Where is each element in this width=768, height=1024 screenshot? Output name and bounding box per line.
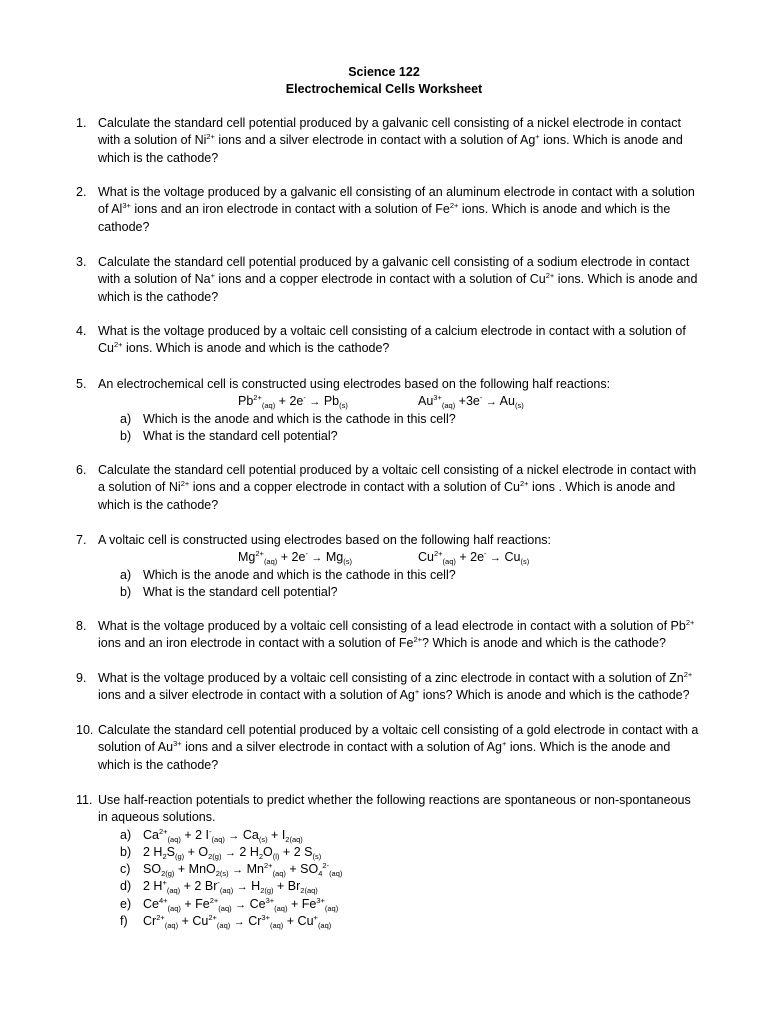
question-text: ions and an iron electrode in contact with a solution of $Fe^{2+}$? Which is anode and which is the cathode?: [98, 635, 666, 651]
question-text: in aqueous solutions.: [98, 810, 216, 825]
question-number: 6.: [76, 463, 87, 477]
question-text: a solution of $Ni^{2+}$ ions and a copper electrode in contact with a solution of $Cu^{2+}$ ions . Which is anode and: [98, 479, 676, 495]
question-text: cathode?: [98, 219, 150, 234]
question-3: [76, 254, 726, 306]
question-number: 2.: [76, 185, 87, 199]
question-text: What is the voltage produced by a voltaic cell consisting of a calcium electrode in contact with a solution of: [98, 324, 686, 338]
question-text: Calculate the standard cell potential produced by a galvanic cell consisting of a nickel electrode in contact: [98, 116, 681, 130]
reaction-d: d) 2 $H^+_{(aq)} + 2$ $Br^-_{(aq)} \to H_{2(g)} + Br_{2(aq)}$: [120, 878, 318, 896]
question-text: of $Al^{3+}$ ions and an iron electrode in contact with a solution of $Fe^{2+}$ ions. Which is anode and which is the: [98, 201, 671, 217]
question-text: Calculate the standard cell potential produced by a voltaic cell consisting of a nickel electrode in contact with: [98, 463, 697, 477]
question-text: with a solution of Na+ ions and a copper electrode in contact with a solution of $Cu^{2+}$ ions. Which is anode and: [98, 271, 698, 287]
question-8: [76, 618, 726, 653]
question-2: [76, 184, 726, 236]
question-1: [76, 115, 726, 167]
question-number: 9.: [76, 671, 87, 685]
question-text: with a solution of $Ni^{2+}$ ions and a silver electrode in contact with a solution of Ag+ ions. Which is anode and: [98, 132, 683, 148]
question-text: An electrochemical cell is constructed using electrodes based on the following half reactions:: [98, 377, 611, 391]
question-number: 3.: [76, 255, 87, 269]
question-number: 4.: [76, 324, 87, 338]
question-number: 10.: [76, 723, 94, 737]
question-11: [76, 792, 726, 930]
half-reactions: [98, 549, 726, 566]
course-title: Science 122: [348, 65, 420, 79]
reaction-f: f) $Cr^{2+}_{(aq)} + Cu^{2+}_{(aq)} \to Cr^{3+}_{(aq)} + Cu^+_{(aq)}$: [120, 912, 332, 930]
question-5: [76, 376, 726, 446]
question-number: 7.: [76, 533, 87, 547]
question-text: solution of $Au^{3+}$ ions and a silver electrode in contact with a solution of Ag+ ions. Which is the anode and: [98, 739, 671, 755]
sub-question-b: b) What is the standard cell potential?: [120, 585, 338, 600]
question-10: [76, 722, 726, 774]
half-reaction-magnesium: $Mg^{2+}_{(aq)} + 2e^- \to Mg_{(s)}$: [238, 549, 353, 567]
reaction-a: a) $Ca^{2+}_{(aq)} + 2$ $I^-_{(aq)} \to Ca_{(s)} + I_{2(aq)}$: [120, 826, 303, 844]
reaction-c: c) $SO_{2(g)} + MnO_{2(s)} \to Mn^{2+}_{(aq)} + SO_4^{2-}_{(aq)}$: [120, 861, 343, 879]
question-text: which is the cathode?: [98, 289, 219, 304]
question-text: ions and a silver electrode in contact with a solution of Ag+ ions? Which is anode and which is the cathode?: [98, 687, 690, 703]
question-text: What is the voltage produced by a voltaic cell consisting of a zinc electrode in contact with a solution of $Zn^{2+}$: [98, 670, 693, 685]
half-reaction-gold: $Au^{3+}_{(aq)} +3e^- \to Au_{(s)}$: [418, 393, 524, 411]
question-6: [76, 462, 726, 514]
question-text: $Cu^{2+}$ ions. Which is anode and which is the cathode?: [98, 340, 390, 356]
question-text: Use half-reaction potentials to predict whether the following reactions are spontaneous or non-spontaneous: [98, 793, 691, 807]
reaction-b: b) 2 $H_2S_{(g)} + O_{2(g)} \to 2$ $H_2O_{(l)} + 2$ $S_{(s)}$: [120, 845, 322, 862]
question-number: 1.: [76, 116, 87, 130]
question-7: [76, 532, 726, 602]
half-reaction-copper: $Cu^{2+}_{(aq)} + 2e^- \to Cu_{(s)}$: [418, 549, 530, 567]
sub-question-b: b) What is the standard cell potential?: [120, 429, 338, 444]
sub-question-a: a) Which is the anode and which is the cathode in this cell?: [120, 567, 456, 582]
question-text: which is the cathode?: [98, 150, 219, 165]
question-text: What is the voltage produced by a voltaic cell consisting of a lead electrode in contact with a solution of $Pb^{2+}$: [98, 618, 695, 633]
question-text: which is the cathode?: [98, 497, 219, 512]
question-text: Calculate the standard cell potential produced by a galvanic cell consisting of a sodium electrode in contact: [98, 255, 690, 269]
reaction-e: e) $Ce^{4+}_{(aq)} + Fe^{2+}_{(aq)} \to Ce^{3+}_{(aq)} + Fe^{3+}_{(aq)}$: [120, 895, 339, 913]
question-number: 5.: [76, 377, 87, 391]
worksheet-title: Electrochemical Cells Worksheet: [285, 82, 483, 96]
half-reaction-lead: $Pb^{2+}_{(aq)} + 2e^- \to Pb_{(s)}$: [238, 393, 348, 411]
question-text: Calculate the standard cell potential produced by a voltaic cell consisting of a gold electrode in contact with a: [98, 723, 699, 737]
question-text: What is the voltage produced by a galvanic ell consisting of an aluminum electrode in contact with a solution: [98, 185, 695, 199]
question-number: 8.: [76, 619, 87, 633]
question-number: 11.: [76, 793, 93, 807]
question-9: [76, 670, 726, 705]
question-4: [76, 323, 726, 358]
question-text: A voltaic cell is constructed using electrodes based on the following half reactions:: [98, 533, 552, 547]
sub-question-a: a) Which is the anode and which is the cathode in this cell?: [120, 411, 456, 426]
half-reactions: [98, 393, 726, 410]
question-text: which is the cathode?: [98, 757, 219, 772]
